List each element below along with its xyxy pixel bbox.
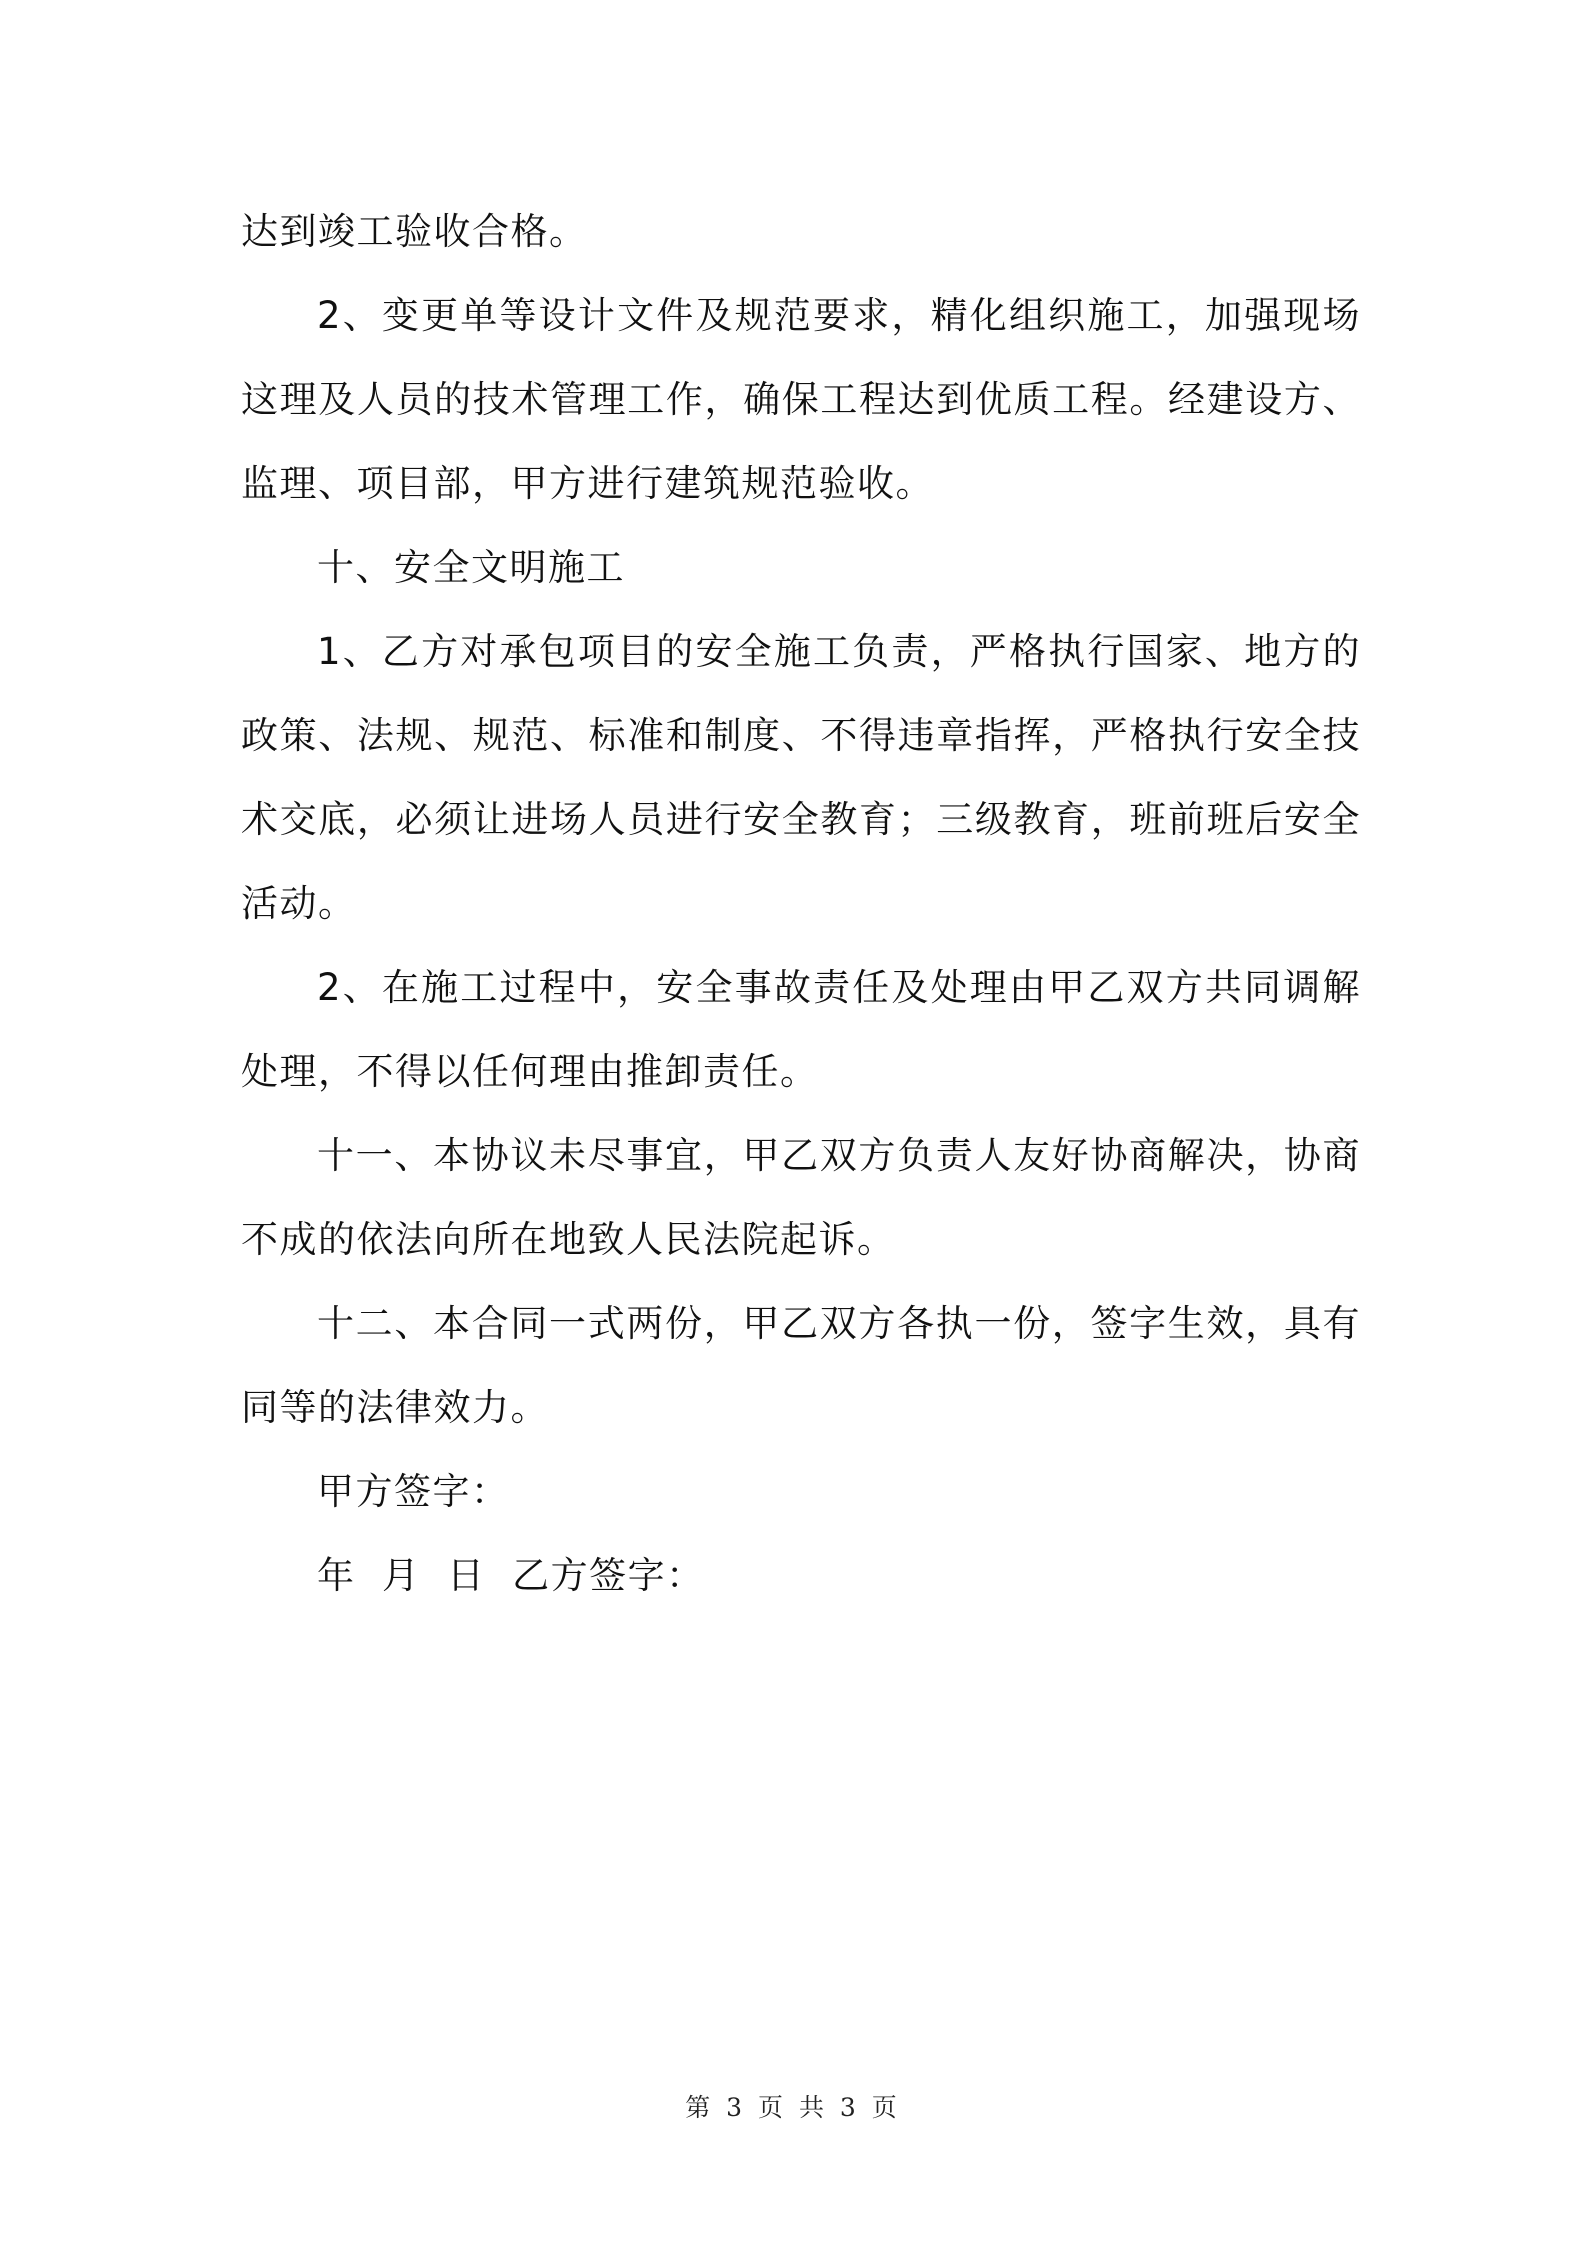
signature-date-party-b: 年 月 日 乙方签字： — [317, 1554, 705, 1597]
section-heading-safety: 十、安全文明施工 — [317, 546, 625, 589]
paragraph-clause-11-disputes: 十一、本协议未尽事宜，甲乙双方负责人友好协商解决，协商不成的依法向所在地致人民法院起诉。 — [241, 1134, 1361, 1261]
document-body — [241, 190, 1361, 1618]
paragraph-clause-1-safety-responsibility: 1、乙方对承包项目的安全施工负责，严格执行国家、地方的政策、法规、规范、标准和制度、不得违章指挥，严格执行安全技术交底，必须让进场人员进行安全教育；三级教育，班前班后安全活动。 — [241, 630, 1361, 925]
signature-party-a: 甲方签字： — [317, 1470, 510, 1513]
paragraph-acceptance-continued: 达到竣工验收合格。 — [241, 210, 588, 253]
paragraph-clause-2-accident-handling: 2、在施工过程中，安全事故责任及处理由甲乙双方共同调解处理，不得以任何理由推卸责任。 — [241, 966, 1361, 1093]
page-number-footer: 第 3 页 共 3 页 — [685, 2093, 901, 2122]
paragraph-clause-2-design-changes: 2、变更单等设计文件及规范要求，精化组织施工，加强现场这理及人员的技术管理工作，确保工程达到优质工程。经建设方、监理、项目部，甲方进行建筑规范验收。 — [241, 294, 1361, 505]
paragraph-clause-12-copies: 十二、本合同一式两份，甲乙双方各执一份，签字生效，具有同等的法律效力。 — [241, 1302, 1361, 1429]
